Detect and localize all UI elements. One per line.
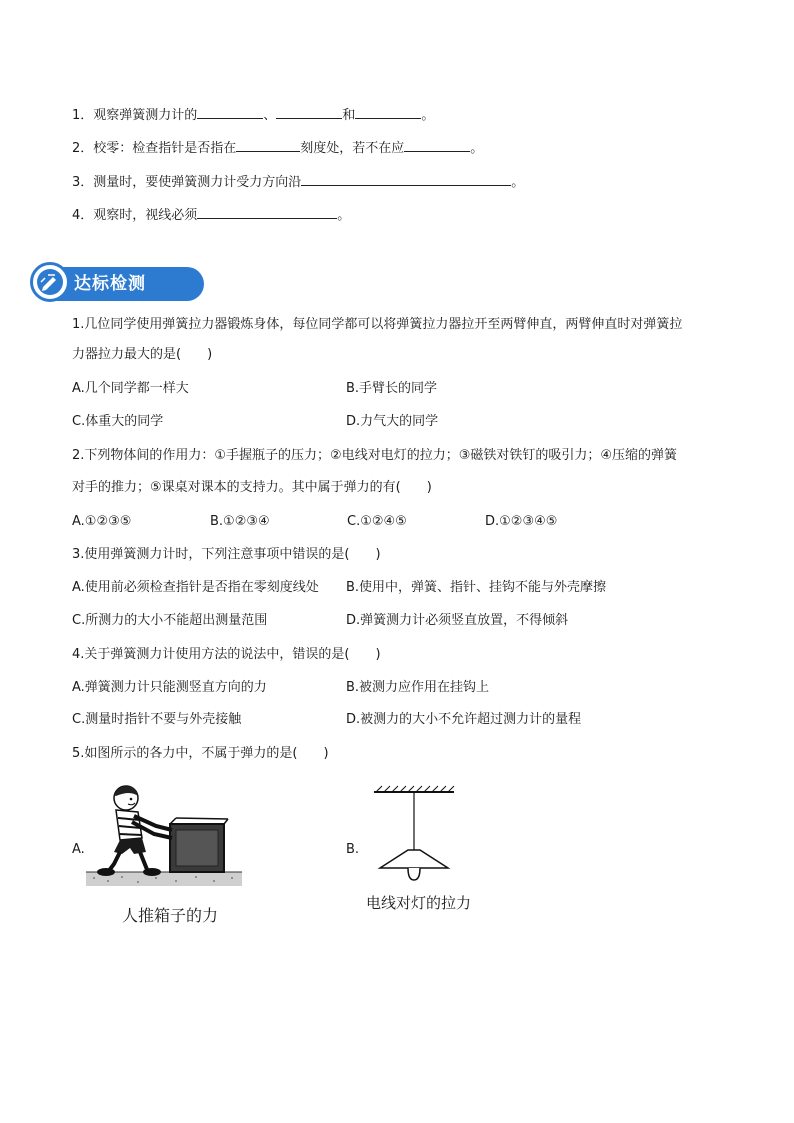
fill-blank-end: 。 xyxy=(337,208,351,223)
option-b[interactable]: B.①②③④ xyxy=(210,514,270,529)
fill-blank-text: 1．观察弹簧测力计的 xyxy=(72,108,198,123)
option-d[interactable]: D.弹簧测力计必须竖直放置，不得倾斜 xyxy=(346,613,569,628)
fill-blank-end: 。 xyxy=(421,108,435,123)
pencil-icon xyxy=(33,265,67,299)
question-2-line1: 2.下列物体间的作用力：①手握瓶子的压力；②电线对电灯的拉力；③磁铁对铁钉的吸引力；④压缩的弹簧 xyxy=(72,448,678,463)
fill-blank-sep: 、 xyxy=(263,108,277,123)
blank-line[interactable] xyxy=(197,103,263,119)
question-5-line1: 5.如图所示的各力中，不属于弹力的是( ) xyxy=(72,746,329,761)
option-b[interactable]: B.被测力应作用在挂钩上 xyxy=(346,680,490,695)
option-d[interactable]: D.①②③④⑤ xyxy=(485,514,558,529)
question-1-line1: 1.几位同学使用弹簧拉力器锻炼身体，每位同学都可以将弹簧拉力器拉开至两臂伸直，两臂伸直时对弹簧拉 xyxy=(72,317,683,332)
fill-blank-end: 。 xyxy=(470,141,484,156)
question-4-line1: 4.关于弹簧测力计使用方法的说法中，错误的是( ) xyxy=(72,647,381,662)
option-d[interactable]: D.被测力的大小不允许超过测力计的量程 xyxy=(346,712,582,727)
fill-blank-end: 。 xyxy=(511,175,525,190)
boy-pushing-box-illustration xyxy=(86,782,242,890)
option-a[interactable]: A.①②③⑤ xyxy=(72,514,132,529)
blank-line[interactable] xyxy=(404,136,470,152)
option-a[interactable]: A.几个同学都一样大 xyxy=(72,381,189,396)
blank-line[interactable] xyxy=(197,203,337,219)
option-b[interactable]: B.手臂长的同学 xyxy=(346,381,438,396)
question-2-line2: 对手的推力；⑤课桌对课本的支持力。其中属于弹力的有( ) xyxy=(72,480,432,495)
section-title: 达标检测 xyxy=(74,274,146,294)
hanging-lamp-illustration xyxy=(368,782,460,882)
fill-blank-text: 2．校零：检查指针是否指在 xyxy=(72,141,237,156)
option-a[interactable]: A.使用前必须检查指针是否指在零刻度线处 xyxy=(72,580,319,595)
blank-line[interactable] xyxy=(355,103,421,119)
option-d[interactable]: D.力气大的同学 xyxy=(346,414,439,429)
figure-a-caption: 人推箱子的力 xyxy=(122,906,219,925)
blank-line[interactable] xyxy=(236,136,300,152)
fill-blank-2 xyxy=(72,136,483,156)
fill-blank-1 xyxy=(72,103,434,123)
fill-blank-3 xyxy=(72,170,524,190)
option-c[interactable]: C.体重大的同学 xyxy=(72,414,164,429)
fill-blank-text: 3．测量时，要使弹簧测力计受力方向沿 xyxy=(72,175,302,190)
section-banner xyxy=(30,262,185,306)
fill-blank-text: 刻度处，若不在应 xyxy=(300,141,405,156)
figure-a-label[interactable]: A. xyxy=(72,842,85,857)
figure-b-label[interactable]: B. xyxy=(346,842,360,857)
option-c[interactable]: C.所测力的大小不能超出测量范围 xyxy=(72,613,268,628)
fill-blank-sep: 和 xyxy=(342,108,356,123)
question-1-line2: 力器拉力最大的是( ) xyxy=(72,347,213,362)
question-3-line1: 3.使用弹簧测力计时，下列注意事项中错误的是( ) xyxy=(72,547,381,562)
fill-blank-4 xyxy=(72,203,350,223)
option-a[interactable]: A.弹簧测力计只能测竖直方向的力 xyxy=(72,680,267,695)
option-c[interactable]: C.①②④⑤ xyxy=(347,514,407,529)
option-c[interactable]: C.测量时指针不要与外壳接触 xyxy=(72,712,242,727)
blank-line[interactable] xyxy=(276,103,342,119)
option-b[interactable]: B.使用中，弹簧、指针、挂钩不能与外壳摩擦 xyxy=(346,580,607,595)
fill-blank-text: 4．观察时，视线必须 xyxy=(72,208,198,223)
figure-b-caption: 电线对灯的拉力 xyxy=(366,894,472,912)
banner-icon-circle xyxy=(30,262,70,302)
blank-line[interactable] xyxy=(301,170,511,186)
